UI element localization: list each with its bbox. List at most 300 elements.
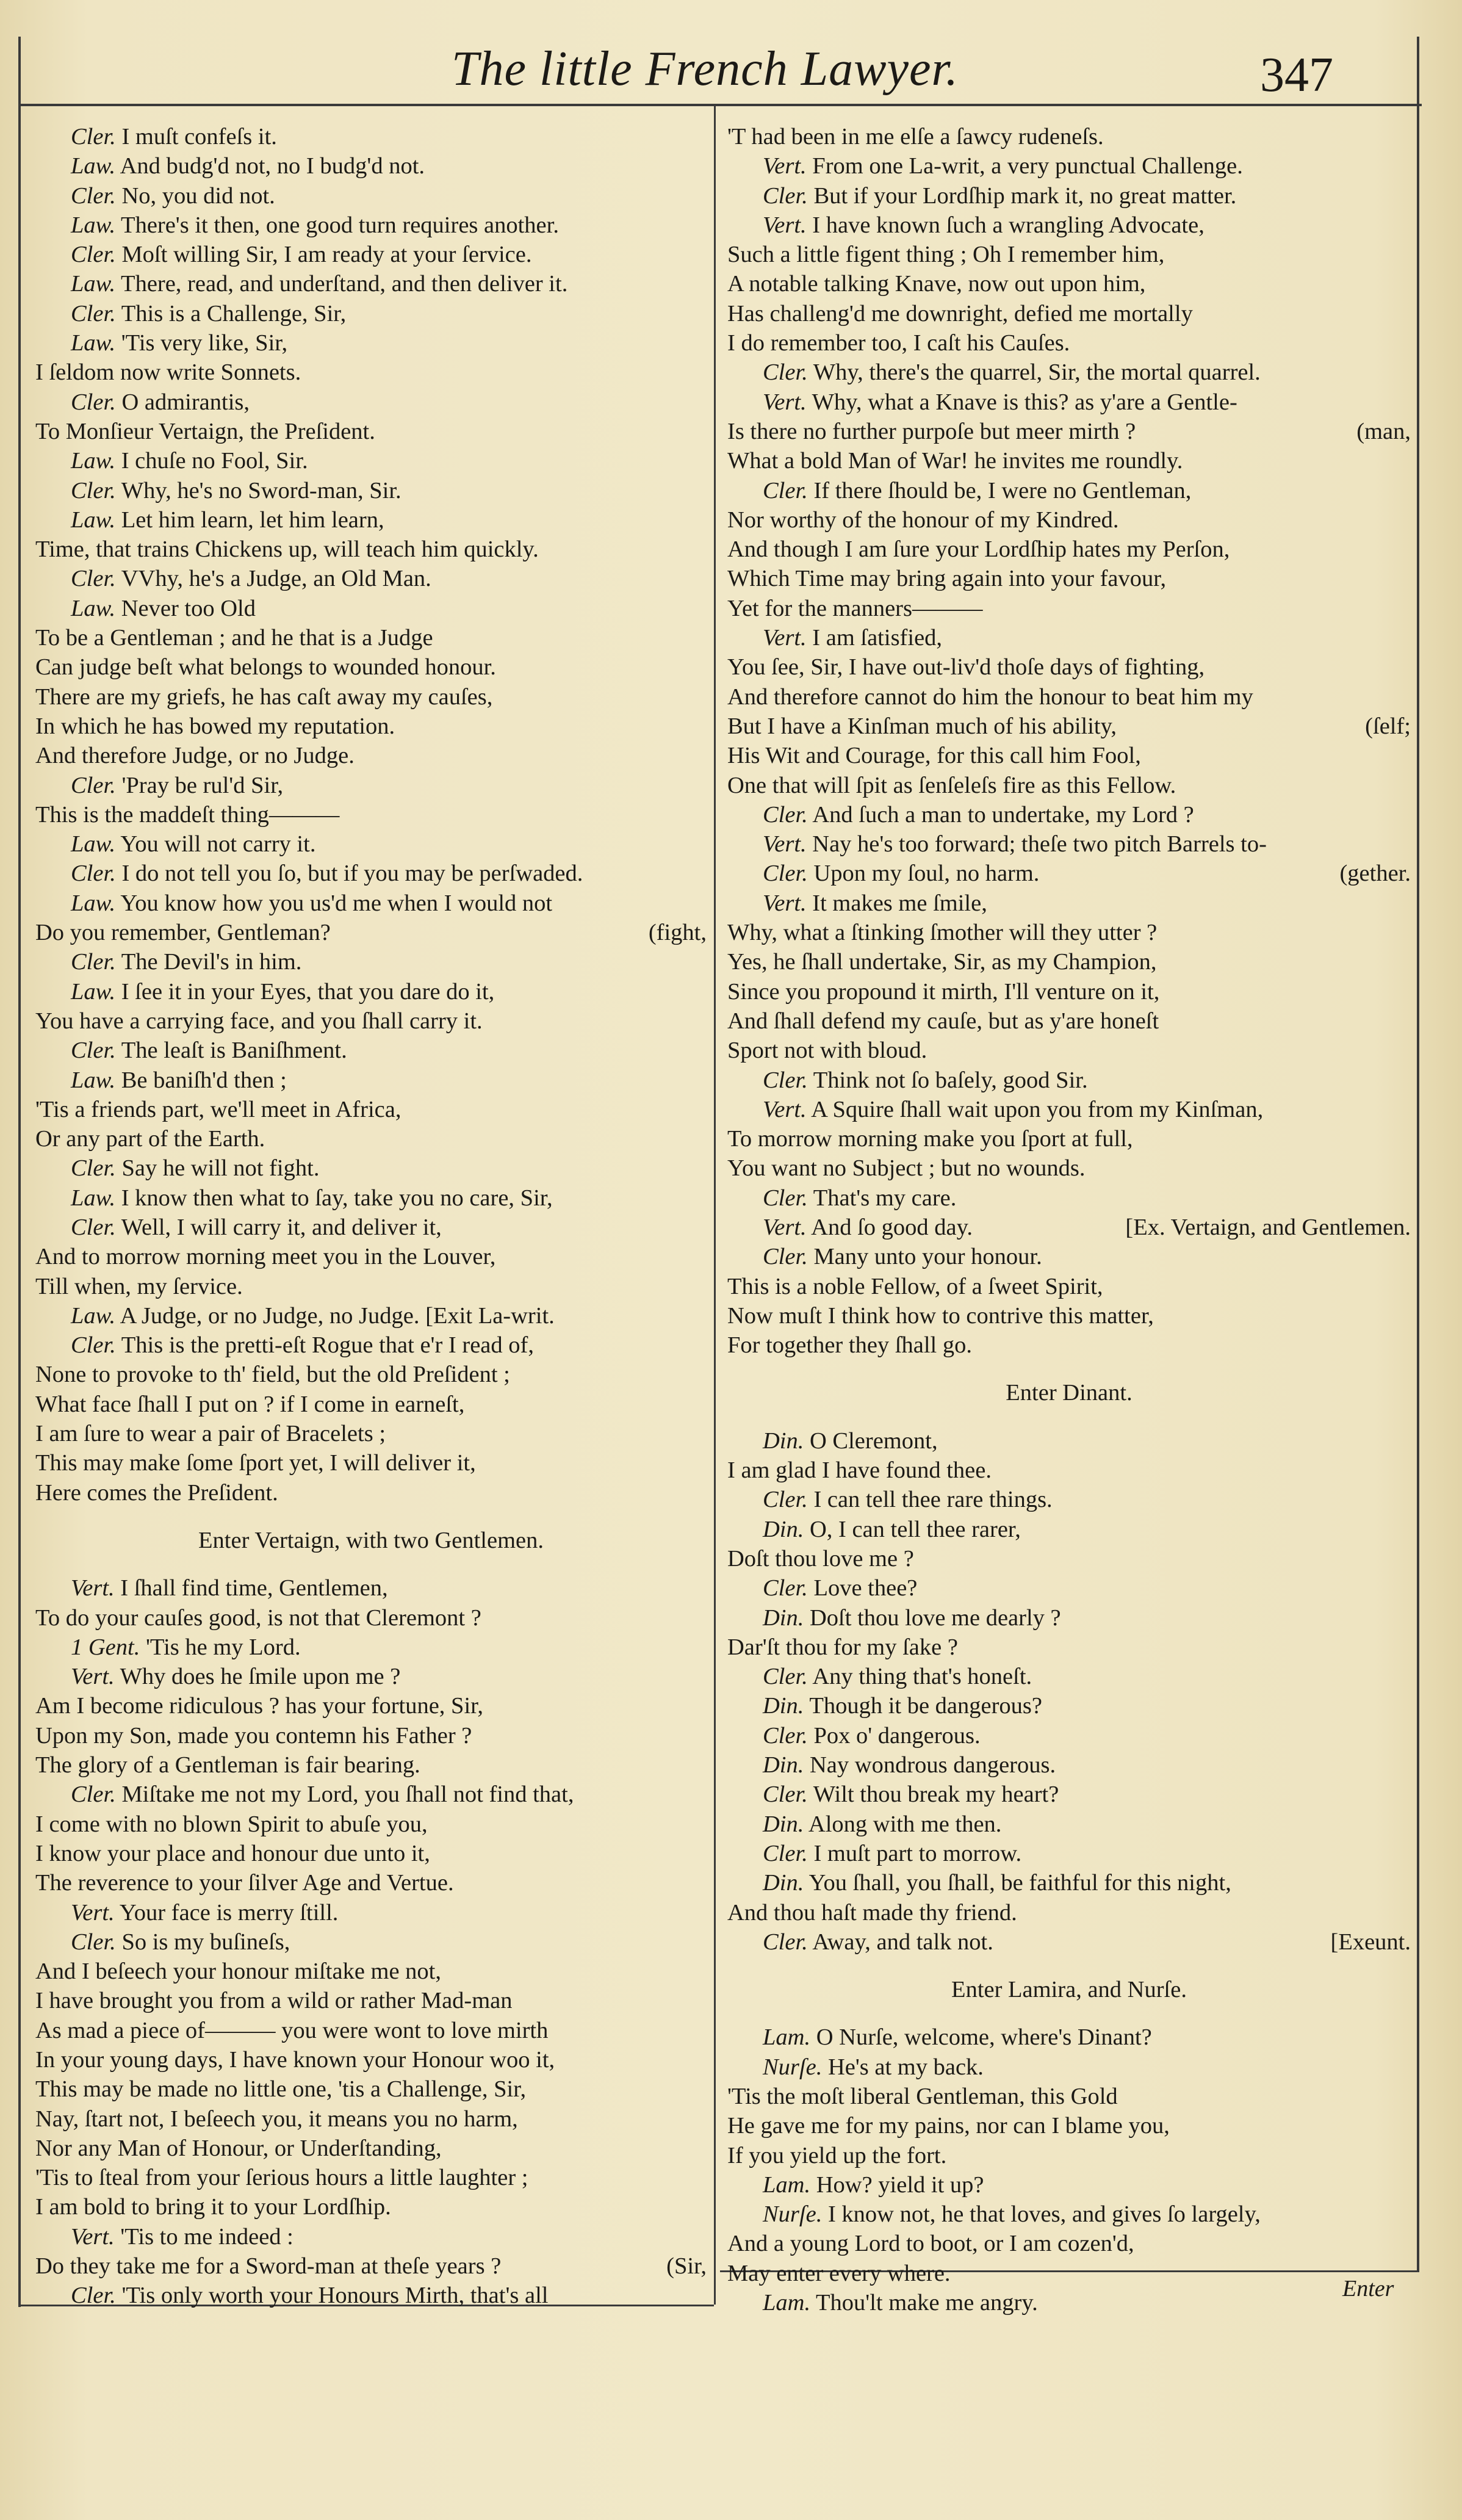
line-text: I am ſure to wear a pair of Bracelets ;: [35, 1421, 386, 1447]
speaker-label: Cler.: [763, 1929, 808, 1955]
line-text: Along with me then.: [808, 1811, 1002, 1837]
line-text: And though I am ſure your Lordſhip hates my Perſon,: [727, 536, 1230, 563]
speaker-label: Cler.: [71, 1332, 116, 1359]
speaker-label: Cler.: [763, 801, 808, 828]
line-text: May enter every where.: [727, 2260, 951, 2286]
verse-line: [727, 829, 1411, 859]
line-text: O admirantis,: [121, 389, 250, 415]
verse-line: [727, 947, 1411, 977]
verse-line: [727, 388, 1411, 417]
line-text: A notable talking Knave, now out upon him,: [727, 271, 1146, 297]
verse-line: [35, 741, 707, 770]
verse-line: [35, 1036, 707, 1065]
line-text: How? yield it up?: [816, 2172, 984, 2198]
line-text: Never too Old: [121, 595, 256, 621]
speaker-label: Vert.: [71, 1664, 115, 1690]
verse-line: [727, 417, 1411, 446]
verse-line: [727, 1124, 1411, 1153]
line-text: Is there no further purpoſe but meer mirth ?: [727, 418, 1136, 444]
line-text: In your young days, I have known your Honour woo it,: [35, 2047, 555, 2073]
speaker-label: Cler.: [763, 1664, 808, 1690]
verse-line: [35, 1242, 707, 1271]
speaker-label: Vert.: [71, 2223, 115, 2250]
verse-line: [727, 1515, 1411, 1544]
speaker-label: Cler.: [71, 1038, 116, 1064]
verse-line: [727, 771, 1411, 800]
line-text: This is a Challenge, Sir,: [121, 300, 347, 327]
line-text: Why, he's no Sword-man, Sir.: [121, 477, 402, 504]
verse-line: [727, 1691, 1411, 1720]
verse-line: [727, 2052, 1411, 2082]
line-text: He gave me for my pains, nor can I blame you,: [727, 2113, 1170, 2139]
left-text-column: [35, 122, 707, 2311]
line-text: I know your place and honour due unto it,: [35, 1840, 430, 1866]
verse-line: [35, 977, 707, 1006]
line-text: This may make ſome ſport yet, I will deliver it,: [35, 1450, 476, 1476]
speaker-label: Cler.: [763, 1722, 808, 1749]
stage-direction-text: Enter Lamira, and Nurſe.: [951, 1977, 1187, 2003]
line-text: VVhy, he's a Judge, an Old Man.: [121, 566, 431, 592]
line-text: To morrow morning make you ſport at full,: [727, 1126, 1133, 1152]
verse-line: [727, 1662, 1411, 1691]
line-text: O, I can tell thee rarer,: [810, 1516, 1021, 1542]
verse-line: [35, 1448, 707, 1478]
verse-line: [35, 2074, 707, 2104]
line-text: And to morrow morning meet you in the Louver,: [35, 1244, 496, 1270]
verse-line: [727, 1750, 1411, 1780]
verse-line: [727, 1426, 1411, 1456]
line-text: There's it then, one good turn requires another.: [121, 212, 559, 238]
verse-line: [727, 1330, 1411, 1360]
line-text: O Nurſe, welcome, where's Dinant?: [816, 2024, 1152, 2051]
verse-line: [727, 1780, 1411, 1809]
speaker-label: Cler.: [71, 772, 116, 798]
line-text: I do not tell you ſo, but if you may be perſwaded.: [121, 861, 583, 887]
line-text: I ſhall find time, Gentlemen,: [120, 1575, 388, 1601]
verse-line: [727, 269, 1411, 298]
verse-line: [35, 1780, 707, 1809]
line-text: The reverence to your ſilver Age and Vertue.: [35, 1870, 454, 1896]
verse-line: [35, 771, 707, 800]
line-text: I do remember too, I caſt his Cauſes.: [727, 330, 1070, 356]
verse-line: [35, 1691, 707, 1720]
verse-line: [727, 1603, 1411, 1633]
line-text: Upon my ſoul, no harm.: [813, 861, 1040, 887]
verse-line: [727, 2082, 1411, 2111]
verse-line: [35, 1006, 707, 1036]
verse-line: [35, 328, 707, 358]
verse-line: [727, 1095, 1411, 1124]
speaker-label: Cler.: [763, 1244, 808, 1270]
verse-line: [35, 1213, 707, 1242]
line-text: 'Tis the moſt liberal Gentleman, this Gold: [727, 2084, 1118, 2109]
speaker-label: Vert.: [763, 831, 807, 857]
line-text: You ſee, Sir, I have out-liv'd thoſe days of fighting,: [727, 654, 1205, 681]
verse-line: [35, 417, 707, 446]
verse-line: [727, 2229, 1411, 2258]
line-text: Why does he ſmile upon me ?: [120, 1664, 401, 1690]
speaker-label: Law.: [71, 330, 116, 356]
verse-line: [35, 1898, 707, 1927]
verse-line: [35, 388, 707, 417]
frame-rule-top: [18, 104, 1422, 106]
verse-line: [727, 211, 1411, 240]
line-text: Or any part of the Earth.: [35, 1126, 265, 1152]
line-text: Here comes the Preſident.: [35, 1479, 278, 1506]
line-text: Well, I will carry it, and deliver it,: [121, 1214, 442, 1240]
line-text: I have brought you from a wild or rather Mad-man: [35, 1988, 513, 2014]
line-text: This is the pretti-eſt Rogue that e'r I read of,: [121, 1332, 534, 1359]
line-text: Your face is merry ſtill.: [119, 1899, 339, 1926]
verse-line: [727, 1301, 1411, 1330]
verse-line: [35, 1721, 707, 1750]
verse-line: [35, 1095, 707, 1124]
verse-line: [727, 505, 1411, 535]
line-text: Dar'ſt thou for my ſake ?: [727, 1634, 958, 1660]
verse-line: [35, 947, 707, 977]
verse-line: [35, 564, 707, 593]
line-text: Say he will not fight.: [121, 1155, 320, 1182]
verse-line: [727, 1242, 1411, 1271]
line-text: You know how you us'd me when I would not: [120, 890, 553, 916]
line-text: Yet for the manners———: [727, 595, 983, 621]
speaker-label: Vert.: [763, 212, 807, 238]
line-text: You have a carrying face, and you ſhall carry it.: [35, 1008, 483, 1034]
line-text: None to provoke to th' field, but the old Preſident ;: [35, 1362, 510, 1388]
line-text: Pox o' dangerous.: [813, 1722, 981, 1749]
verse-line: [35, 211, 707, 240]
verse-line: [727, 1810, 1411, 1839]
line-text: You ſhall, you ſhall, be faithful for this night,: [808, 1870, 1231, 1896]
speaker-label: Cler.: [763, 1487, 808, 1513]
line-text: That's my care.: [813, 1185, 957, 1211]
speaker-label: Nurſe.: [763, 2054, 823, 2080]
speaker-label: Din.: [763, 1605, 804, 1631]
verse-line: [35, 1478, 707, 1507]
verse-line: [35, 623, 707, 652]
turnover-text: [Exeunt.: [1330, 1929, 1411, 1955]
line-text: Why, there's the quarrel, Sir, the mortal quarrel.: [813, 359, 1261, 386]
verse-line: [727, 1036, 1411, 1065]
speaker-label: Cler.: [71, 1155, 116, 1182]
speaker-label: Cler.: [71, 182, 116, 209]
speaker-label: Din.: [763, 1752, 804, 1778]
verse-line: [727, 594, 1411, 623]
stage-direction: [35, 1526, 707, 1555]
line-text: Though it be dangerous?: [809, 1693, 1043, 1719]
speaker-label: Cler.: [763, 1067, 808, 1093]
line-text: From one La-writ, a very punctual Challenge.: [812, 153, 1243, 179]
verse-line: [35, 240, 707, 269]
verse-line: [727, 1153, 1411, 1183]
line-text: One that will ſpit as ſenſeleſs fire as this Fellow.: [727, 772, 1176, 798]
verse-line: [35, 918, 707, 947]
line-text: O Cleremont,: [810, 1428, 938, 1454]
line-text: Many unto your honour.: [813, 1244, 1042, 1270]
verse-line: [35, 1066, 707, 1095]
speaker-label: Cler.: [71, 949, 116, 975]
speaker-label: 1 Gent.: [71, 1634, 140, 1660]
verse-line: [727, 977, 1411, 1006]
speaker-label: Law.: [71, 153, 116, 179]
verse-line: [35, 800, 707, 829]
verse-line: [727, 181, 1411, 211]
speaker-label: Nurſe.: [763, 2201, 823, 2228]
verse-line: [727, 741, 1411, 770]
line-text: I chuſe no Fool, Sir.: [121, 448, 308, 474]
speaker-label: Cler.: [71, 124, 116, 150]
speaker-label: Law.: [71, 212, 116, 238]
verse-line: [727, 1573, 1411, 1603]
verse-line: [727, 623, 1411, 652]
catchword: Enter: [1342, 2276, 1394, 2302]
verse-line: [727, 652, 1411, 682]
verse-line: [727, 859, 1411, 888]
speaker-label: Vert.: [71, 1899, 115, 1926]
verse-line: [727, 1721, 1411, 1750]
verse-line: [35, 299, 707, 328]
turnover-text: (Sir,: [666, 2253, 707, 2280]
line-text: 'Tis only worth your Honours Mirth, that's all: [121, 2283, 549, 2309]
verse-line: [35, 1603, 707, 1633]
line-text: And ſo good day.: [811, 1214, 973, 1240]
frame-rule-left: [18, 37, 21, 2307]
line-text: And budg'd not, no I budg'd not.: [120, 153, 425, 179]
verse-line: [727, 328, 1411, 358]
line-text: Am I become ridiculous ? has your fortune, Sir,: [35, 1693, 484, 1719]
line-text: If you yield up the fort.: [727, 2142, 947, 2168]
line-text: I come with no blown Spirit to abuſe you,: [35, 1811, 428, 1837]
verse-line: [727, 1213, 1411, 1242]
line-text: Away, and talk not.: [812, 1929, 993, 1955]
line-text: Till when, my ſervice.: [35, 1273, 243, 1299]
verse-line: [727, 1927, 1411, 1957]
verse-line: [727, 2023, 1411, 2052]
line-text: And ſhall defend my cauſe, but as y'are honeſt: [727, 1008, 1159, 1034]
verse-line: [35, 1633, 707, 1662]
line-text: The Devil's in him.: [121, 949, 302, 975]
turnover-text: (gether.: [1339, 861, 1411, 887]
line-text: This is a noble Fellow, of a ſweet Spirit,: [727, 1273, 1103, 1299]
speaker-label: Cler.: [763, 182, 808, 209]
verse-line: [35, 2134, 707, 2163]
speaker-label: Law.: [71, 978, 116, 1005]
verse-line: [35, 2163, 707, 2192]
verse-line: [35, 1839, 707, 1868]
line-text: Doſt thou love me ?: [727, 1545, 914, 1572]
verse-line: [727, 2288, 1411, 2317]
verse-line: [727, 1006, 1411, 1036]
line-text: 'Pray be rul'd Sir,: [121, 772, 284, 798]
verse-line: [727, 151, 1411, 181]
line-text: I am glad I have found thee.: [727, 1457, 992, 1484]
line-text: To Monſieur Vertaign, the Preſident.: [35, 418, 375, 444]
line-text: I have known ſuch a wrangling Advocate,: [812, 212, 1205, 238]
line-text: There, read, and underſtand, and then deliver it.: [121, 271, 568, 297]
frame-rule-right: [1417, 37, 1419, 2270]
verse-line: [727, 1272, 1411, 1301]
line-text: To be a Gentleman ; and he that is a Judge: [35, 625, 433, 651]
speaker-label: Cler.: [71, 1214, 116, 1240]
speaker-label: Law.: [71, 271, 116, 297]
line-text: Time, that trains Chickens up, will teach him quickly.: [35, 536, 539, 563]
verse-line: [727, 358, 1411, 387]
speaker-label: Cler.: [71, 477, 116, 504]
speaker-label: Vert.: [763, 153, 807, 179]
line-text: You want no Subject ; but no wounds.: [727, 1155, 1086, 1182]
verse-line: [35, 1153, 707, 1183]
speaker-label: Law.: [71, 1185, 116, 1211]
speaker-label: Cler.: [763, 1185, 808, 1211]
line-text: Let him learn, let him learn,: [121, 507, 384, 533]
stage-direction-text: Enter Vertaign, with two Gentlemen.: [198, 1527, 544, 1553]
right-text-column: [727, 122, 1411, 2317]
spacer: [727, 2004, 1411, 2023]
verse-line: [35, 2016, 707, 2045]
verse-line: [727, 299, 1411, 328]
line-text: Upon my Son, made you contemn his Father ?: [35, 1722, 472, 1749]
verse-line: [727, 1485, 1411, 1514]
verse-line: [727, 2259, 1411, 2288]
turnover-text: [Ex. Vertaign, and Gentlemen.: [1125, 1214, 1411, 1240]
verse-line: [727, 446, 1411, 475]
verse-line: [727, 918, 1411, 947]
speaker-label: Lam.: [763, 2024, 811, 2051]
verse-line: [727, 122, 1411, 151]
line-text: 'Tis a friends part, we'll meet in Africa,: [35, 1096, 402, 1122]
line-text: I ſee it in your Eyes, that you dare do it,: [121, 978, 495, 1005]
verse-line: [35, 358, 707, 387]
line-text: There are my griefs, he has caſt away my cauſes,: [35, 684, 493, 710]
line-text: No, you did not.: [121, 182, 275, 209]
line-text: You will not carry it.: [120, 831, 316, 857]
speaker-label: Cler.: [71, 1782, 116, 1808]
speaker-label: Cler.: [71, 242, 116, 268]
stage-direction: [727, 1378, 1411, 1407]
speaker-label: Lam.: [763, 2172, 811, 2198]
line-text: Love thee?: [813, 1575, 918, 1601]
line-text: Any thing that's honeſt.: [812, 1664, 1032, 1690]
line-text: For together they ſhall go.: [727, 1332, 972, 1359]
line-text: Now muſt I think how to contrive this matter,: [727, 1302, 1154, 1329]
line-text: Nay, ſtart not, I beſeech you, it means you no harm,: [35, 2106, 518, 2132]
line-text: Since you propound it mirth, I'll venture on it,: [727, 978, 1160, 1005]
speaker-label: Law.: [71, 890, 116, 916]
verse-line: [35, 122, 707, 151]
speaker-label: Vert.: [763, 625, 807, 651]
verse-line: [727, 682, 1411, 712]
line-text: And I beſeech your honour miſtake me not,: [35, 1959, 442, 1985]
verse-line: [727, 1633, 1411, 1662]
verse-line: [35, 1330, 707, 1360]
verse-line: [35, 859, 707, 888]
line-text: A Judge, or no Judge, no Judge. [Exit La-writ.: [120, 1302, 555, 1329]
spacer: [727, 1408, 1411, 1426]
line-text: Why, what a ſtinking ſmother will they utter ?: [727, 920, 1158, 946]
line-text: Be baniſh'd then ;: [121, 1067, 287, 1093]
speaker-label: Cler.: [71, 566, 116, 592]
line-text: But I have a Kinſman much of his ability,: [727, 713, 1117, 739]
verse-line: [727, 1839, 1411, 1868]
line-text: 'T had been in me elſe a ſawcy rudeneſs.: [727, 124, 1104, 150]
turnover-text: (fight,: [648, 920, 707, 946]
speaker-label: Lam.: [763, 2290, 811, 2316]
verse-line: [35, 1957, 707, 1986]
speaker-label: Din.: [763, 1428, 804, 1454]
verse-line: [727, 564, 1411, 593]
speaker-label: Law.: [71, 831, 116, 857]
verse-line: [35, 1301, 707, 1330]
verse-line: [35, 1868, 707, 1897]
verse-line: [727, 1544, 1411, 1573]
speaker-label: Cler.: [71, 2283, 116, 2309]
line-text: And a young Lord to boot, or I am cozen'd,: [727, 2231, 1134, 2257]
line-text: Doſt thou love me dearly ?: [810, 1605, 1061, 1631]
verse-line: [35, 1573, 707, 1603]
verse-line: [35, 2192, 707, 2222]
line-text: Has challeng'd me downright, defied me mortally: [727, 300, 1193, 327]
speaker-label: Cler.: [763, 861, 808, 887]
verse-line: [727, 1898, 1411, 1927]
verse-line: [727, 1456, 1411, 1485]
verse-line: [35, 1390, 707, 1419]
verse-line: [727, 1868, 1411, 1897]
verse-line: [35, 889, 707, 918]
speaker-label: Cler.: [763, 1840, 808, 1866]
speaker-label: Cler.: [71, 389, 116, 415]
line-text: And therefore Judge, or no Judge.: [35, 743, 355, 769]
line-text: The leaſt is Baniſhment.: [121, 1038, 347, 1064]
speaker-label: Cler.: [71, 300, 116, 327]
verse-line: [35, 1419, 707, 1448]
line-text: What face ſhall I put on ? if I come in earneſt,: [35, 1391, 465, 1417]
line-text: Think not ſo baſely, good Sir.: [813, 1067, 1088, 1093]
line-text: 'Tis to ſteal from your ſerious hours a little laughter ;: [35, 2165, 528, 2191]
line-text: I know then what to ſay, take you no care, Sir,: [121, 1185, 553, 1211]
line-text: If there ſhould be, I were no Gentleman,: [813, 477, 1192, 504]
verse-line: [35, 2222, 707, 2251]
line-text: And thou haſt made thy friend.: [727, 1899, 1017, 1926]
speaker-label: Cler.: [763, 477, 808, 504]
running-title: The little French Lawyer.: [452, 42, 959, 96]
verse-line: [35, 505, 707, 535]
verse-line: [35, 2251, 707, 2281]
speaker-label: Cler.: [71, 1929, 116, 1955]
verse-line: [727, 800, 1411, 829]
verse-line: [35, 594, 707, 623]
line-text: I muſt part to morrow.: [813, 1840, 1022, 1866]
speaker-label: Law.: [71, 595, 116, 621]
verse-line: [727, 1183, 1411, 1213]
line-text: Nor worthy of the honour of my Kindred.: [727, 507, 1119, 533]
line-text: He's at my back.: [827, 2054, 984, 2080]
line-text: 'Tis to me indeed :: [120, 2223, 293, 2250]
spacer: [35, 1555, 707, 1573]
verse-line: [35, 1750, 707, 1780]
stage-direction: [727, 1975, 1411, 2004]
verse-line: [35, 1662, 707, 1691]
page-number: 347: [1260, 48, 1333, 102]
line-text: Such a little figent thing ; Oh I remember him,: [727, 242, 1165, 268]
verse-line: [727, 2111, 1411, 2140]
line-text: Can judge beſt what belongs to wounded honour.: [35, 654, 496, 681]
verse-line: [35, 652, 707, 682]
speaker-label: Cler.: [763, 359, 808, 386]
verse-line: [727, 712, 1411, 741]
verse-line: [727, 1066, 1411, 1095]
verse-line: [35, 1272, 707, 1301]
line-text: Yes, he ſhall undertake, Sir, as my Champion,: [727, 949, 1157, 975]
